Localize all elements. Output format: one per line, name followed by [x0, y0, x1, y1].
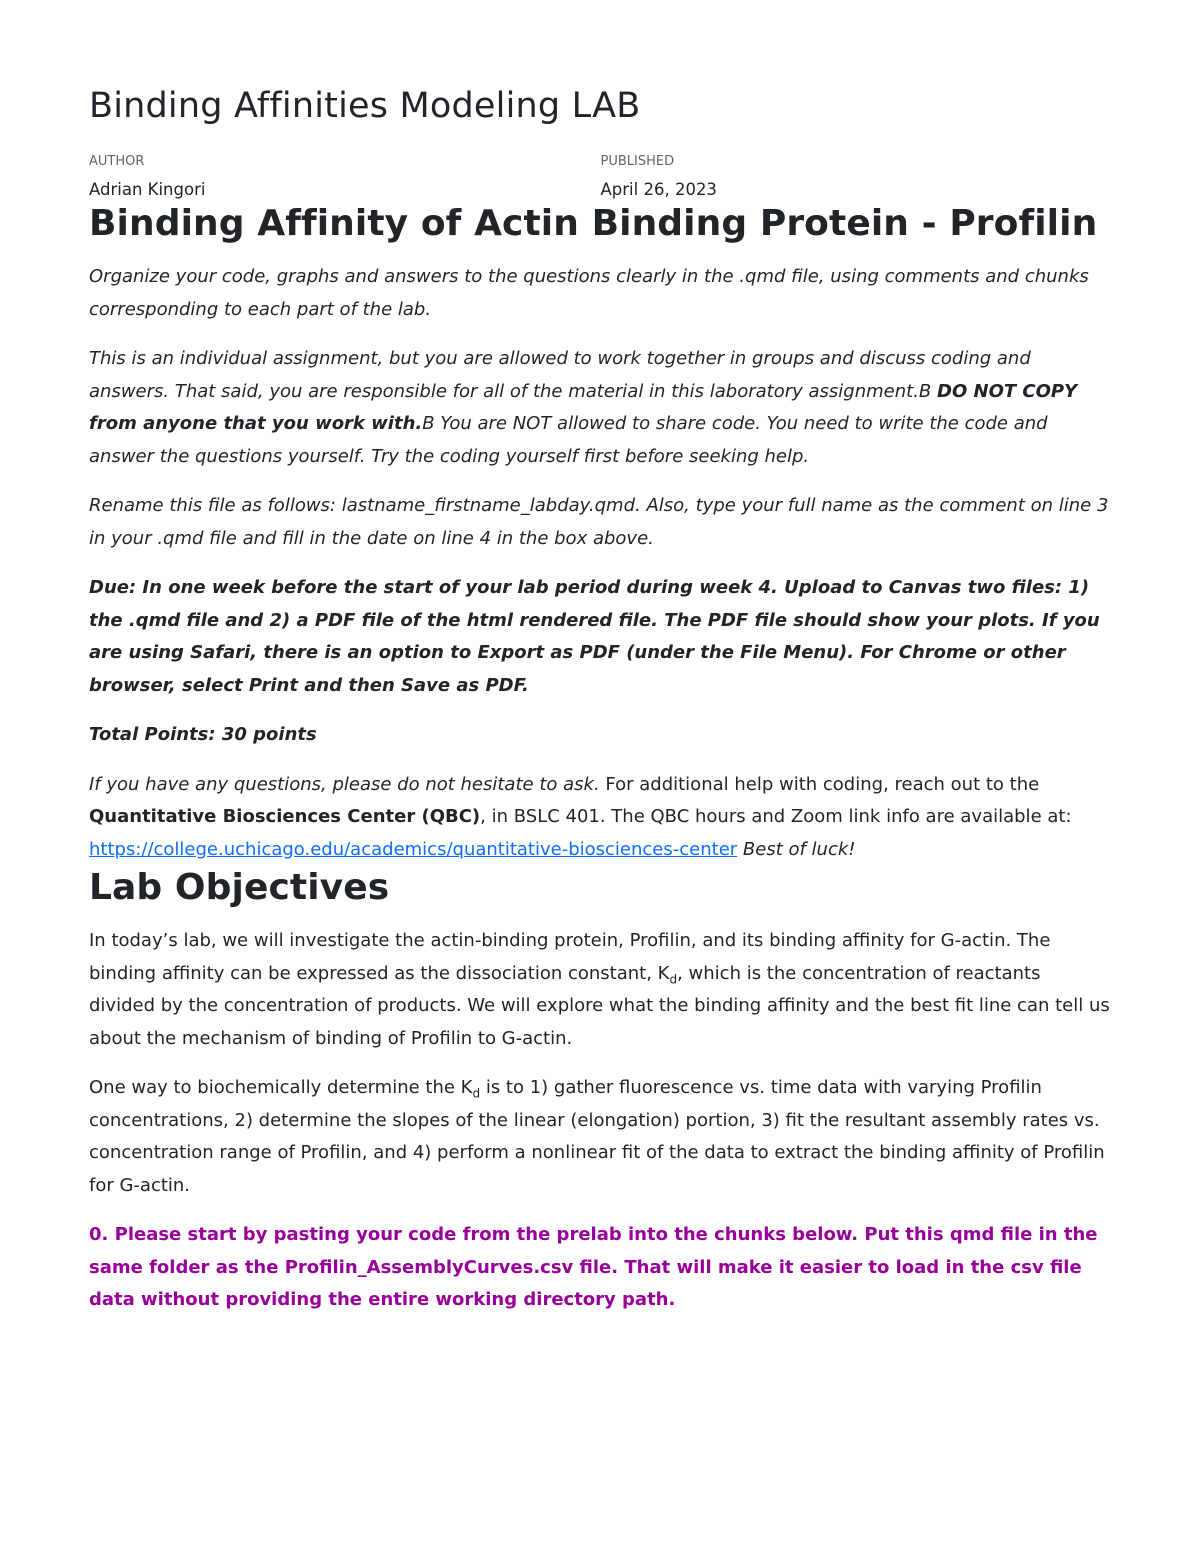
document-title: Binding Affinities Modeling LAB — [89, 86, 641, 126]
published-heading: PUBLISHED — [600, 154, 675, 169]
help-paragraph — [89, 769, 1112, 867]
published-block — [601, 152, 1113, 202]
method-text-b: is to 1) gather fluorescence vs. time data with varying Profilin concentrations, 2) determine the slopes of the linear (elongation) portion, 3) fit the resultant assembly rates vs. concentration range of Profilin, and 4) perform a nonlinear fit of the data to extract the binding affinity of Profilin for G-actin. — [89, 1077, 1105, 1196]
kd-subscript: d — [472, 1086, 481, 1101]
objectives-text-a: In today’s lab, we will investigate the actin-binding protein, Profilin, and its binding affinity for G-actin. The binding affinity can be expressed as the dissociation constant, K — [89, 930, 1051, 984]
instructions-paragraph: Organize your code, graphs and answers to the questions clearly in the .qmd file, using comments and chunks corresponding to each part of the lab. — [89, 266, 1089, 320]
rename-file-paragraph: Rename this file as follows: lastname_firstname_labday.qmd. Also, type your full name as the comment on line 3 in your .qmd file and fill in the date on line 4 in the box above. — [89, 495, 1109, 549]
section-heading-binding-affinity: Binding Affinity of Actin Binding Protein - Profilin — [89, 203, 1098, 244]
published-date: April 26, 2023 — [600, 180, 717, 199]
section-heading-lab-objectives: Lab Objectives — [89, 867, 390, 908]
objectives-text-b: , which is the concentration of reactants divided by the concentration of products. We will explore what the binding affinity and the best fit line can tell us about the mechanism of binding of Profilin to G-actin. — [89, 962, 1110, 1049]
individual-text-c: В You are NOT allowed to share code. You need to write the code and answer the questions yourself. Try the coding yourself first before seeking help. — [89, 413, 1048, 467]
kd-subscript: d — [669, 972, 678, 987]
author-name: Adrian Kingori — [89, 180, 206, 199]
due-date-paragraph: Due: In one week before the start of your lab period during week 4. Upload to Canvas two files: 1) the .qmd file and 2) a PDF file of the html rendered file. The PDF file should show your plots. If you are using Safari, there is an option to Export as PDF (under the File Menu). For Chrome or other browser, select Print and then Save as PDF. — [89, 577, 1100, 696]
total-points: Total Points: 30 points — [89, 724, 317, 745]
author-heading: AUTHOR — [89, 154, 145, 169]
qbc-link[interactable]: https://college.uchicago.edu/academics/quantitative-biosciences-center — [89, 838, 738, 860]
author-block — [89, 152, 601, 202]
objectives-paragraph — [89, 925, 1112, 1055]
do-not-copy-text: DO NOT COPY from anyone that you work with. — [89, 380, 1078, 434]
individual-assignment-paragraph — [89, 343, 1112, 473]
best-of-luck-text: Best of luck! — [737, 838, 856, 860]
prelab-instruction: 0. Please start by pasting your code from the prelab into the chunks below. Put this qmd file in the same folder as the Profilin_AssemblyCurves.csv file. That will make it easier to load in the csv file data without providing the entire working directory path. — [89, 1224, 1098, 1310]
individual-text-a: This is an individual assignment, but you are allowed to work together in groups and discuss coding and answers. That said, you are responsible for all of the material in this laboratory assignment.В — [89, 348, 1031, 402]
method-paragraph — [89, 1072, 1112, 1202]
method-text-a: One way to biochemically determine the K — [89, 1077, 473, 1098]
help-text-c: , in BSLC 401. The QBC hours and Zoom link info are available at: — [480, 806, 1072, 827]
questions-text: If you have any questions, please do not hesitate to ask. — [89, 773, 600, 795]
title-metadata — [89, 152, 1112, 202]
help-text-b: For additional help with coding, reach out to the — [599, 773, 1040, 795]
qbc-name: Quantitative Biosciences Center (QBC) — [89, 806, 481, 827]
